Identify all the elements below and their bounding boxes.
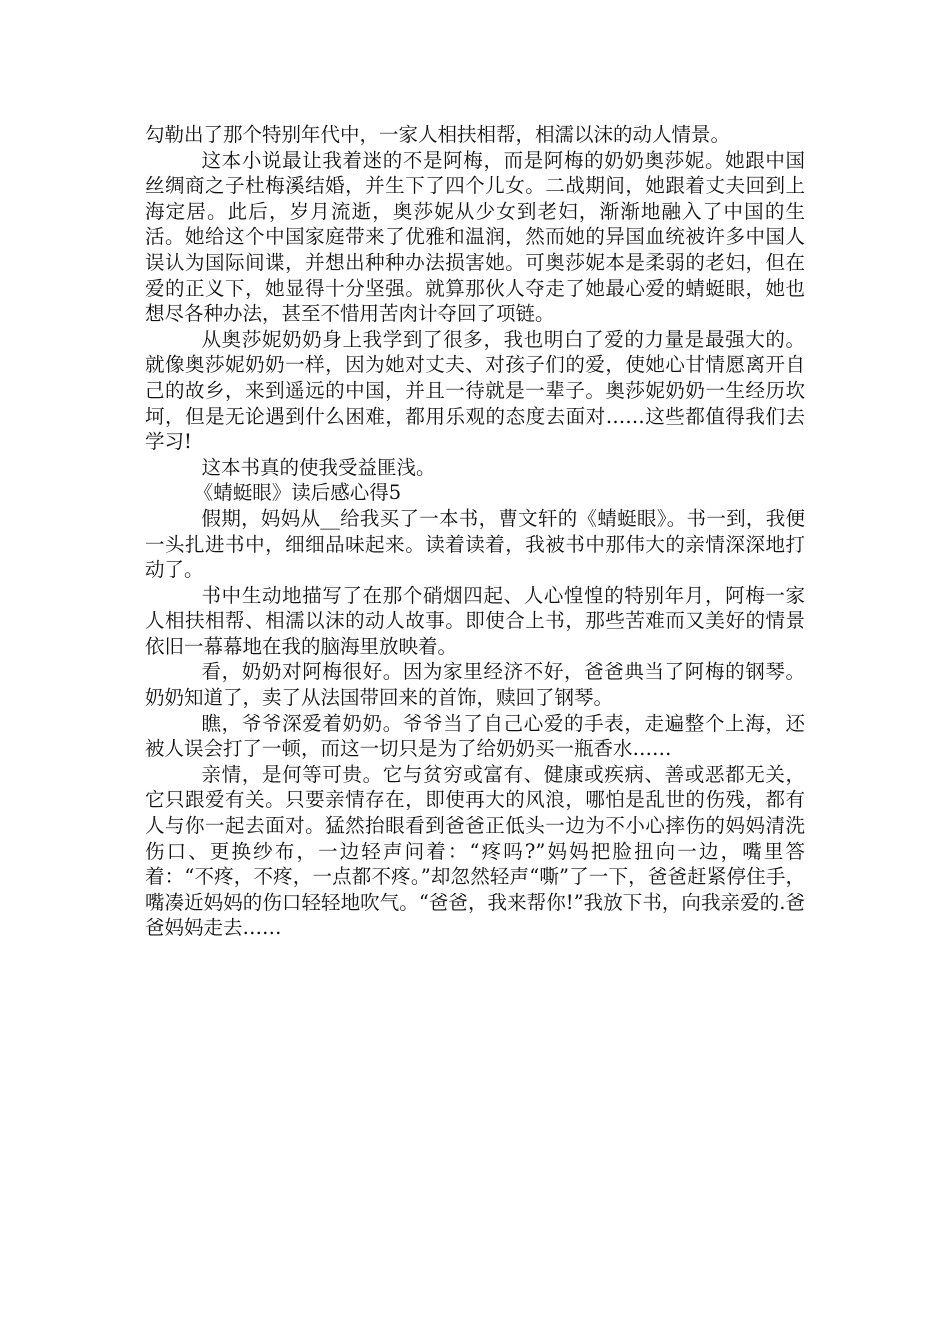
paragraph-benefit: 这本书真的使我受益匪浅。 [201,455,436,479]
paragraph-grandpa: 瞧，爷爷深爱着奶奶。爷爷当了自己心爱的手表，走遍整个上海，还被人误会打了一顿，而这一切只是为了给奶奶买一瓶香水…… [145,711,805,761]
section-title: 《蜻蜓眼》读后感心得5 [193,481,402,505]
paragraph-osani-intro: 这本小说最让我着迷的不是阿梅，而是阿梅的奶奶奥莎妮。她跟中国丝绸商之子杜梅溪结婚，并生下了四个儿女。二战期间，她跟着丈夫回到上海定居。此后，岁月流逝，奥莎妮从少女到老妇，渐渐地融入了中国的生活。她给这个中国家庭带来了优雅和温润，然而她的异国血统被许多中国人误认为国际间谍，并想出种种办法损害她。可奥莎妮本是柔弱的老妇，但在爱的正义下，她显得十分坚强。就算那伙人夺走了她最心爱的蜻蜓眼，她也想尽各种办法，甚至不惜用苦肉计夺回了项链。 [145,148,805,326]
paragraph-family-love: 亲情，是何等可贵。它与贫穷或富有、健康或疾病、善或恶都无关，它只跟爱有关。只要亲情存在，即使再大的风浪，哪怕是乱世的伤残，都有人与你一起去面对。猛然抬眼看到爸爸正低头一边为不小心摔伤的妈妈清洗伤口、更换纱布，一边轻声问着：“疼吗?”妈妈把脸扭向一边，嘴里答着：“不疼，不疼，一点都不疼。”却忽然轻声“嘶”了一下，爸爸赶紧停住手，嘴凑近妈妈的伤口轻轻地吹气。“爸爸，我来帮你!”我放下书，向我亲爱的.爸爸妈妈走去…… [145,762,805,940]
article-body [145,122,805,941]
paragraph-grandma: 看，奶奶对阿梅很好。因为家里经济不好，爸爸典当了阿梅的钢琴。奶奶知道了，卖了从法国带回来的首饰，赎回了钢琴。 [145,660,805,710]
paragraph-continuation: 勾勒出了那个特别年代中，一家人相扶相帮，相濡以沫的动人情景。 [145,123,731,146]
paragraph-holiday-book: 假期，妈妈从__给我买了一本书，曹文轩的《蜻蜓眼》。书一到，我便一头扎进书中，细细品味起来。读着读着，我被书中那伟大的亲情深深地打动了。 [145,506,805,582]
paragraph-lesson-love: 从奥莎妮奶奶身上我学到了很多，我也明白了爱的力量是最强大的。就像奥莎妮奶奶一样，因为她对丈夫、对孩子们的爱，使她心甘情愿离开自己的故乡，来到遥远的中国，并且一待就是一辈子。奥莎妮奶奶一生经历坎坷，但是无论遇到什么困难，都用乐观的态度去面对……这些都值得我们去学习! [145,327,805,454]
paragraph-story-summary: 书中生动地描写了在那个硝烟四起、人心惶惶的特别年月，阿梅一家人相扶相帮、相濡以沫的动人故事。即使合上书，那些苦难而又美好的情景依旧一幕幕地在我的脑海里放映着。 [145,583,805,658]
